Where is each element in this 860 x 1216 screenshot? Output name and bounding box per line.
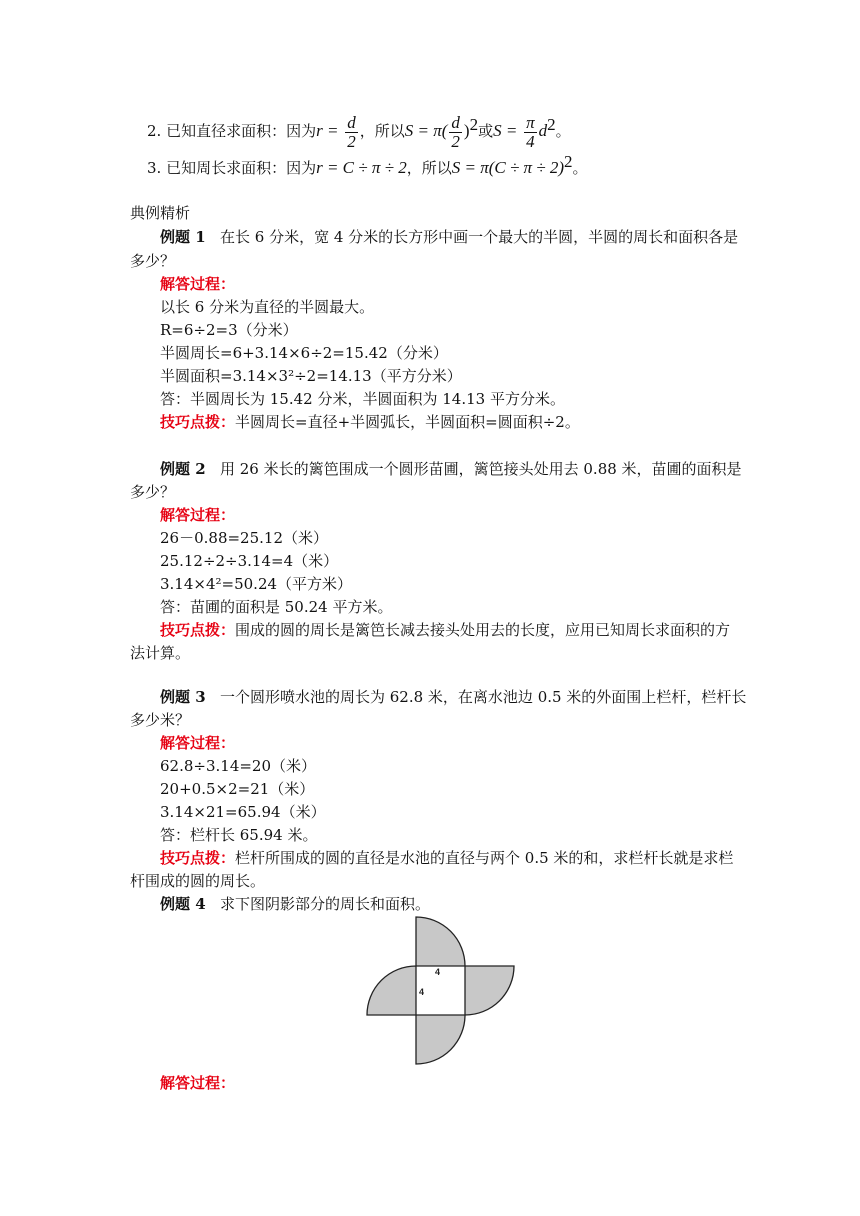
example-3-question bbox=[160, 686, 746, 708]
fraction-d-over-2: $\frac{d}{2}$ bbox=[347, 112, 356, 151]
example-1-step: 以长 6 分米为直径的半圆最大。 bbox=[160, 298, 375, 316]
example-1-tip-text: 半圆周长=直径+半圆弧长，半圆面积=圆面积÷2。 bbox=[235, 413, 580, 431]
example-4-label: 例题 4 bbox=[160, 895, 206, 913]
formula-item-2: 2. 已知直径求面积：因为r = $\frac{d}{2}$ ，所以S = π( $\frac{d}{2}$ )$^2$或S = $\frac{\pi}{4}$ $d^2$。 bbox=[147, 112, 571, 151]
formula-3-end: 。 bbox=[572, 159, 588, 177]
example-1-tip bbox=[160, 411, 580, 433]
example-1-solution-label: 解答过程： bbox=[160, 275, 236, 293]
example-2-question bbox=[160, 458, 742, 480]
example-4-question-text: 求下图阴影部分的周长和面积。 bbox=[219, 895, 430, 913]
example-1-step: 答：半圆周长为 15.42 分米，半圆面积为 14.13 平方分米。 bbox=[160, 390, 565, 408]
example-2-question-text: 用 26 米长的篱笆围成一个圆形苗圃，篱笆接头处用去 0.88 米，苗圃的面积是 bbox=[219, 460, 742, 478]
example-3-question-cont: 多少米？ bbox=[130, 711, 191, 729]
fraction-d-over-2-b: $\frac{d}{2}$ bbox=[451, 112, 460, 151]
formula-3-s-expr: S = π(C ÷ π ÷ 2) bbox=[451, 158, 565, 177]
formula-2-s-eq2: S = bbox=[493, 121, 518, 140]
side-label-left: 4 bbox=[419, 987, 425, 997]
formula-2-d: d bbox=[538, 121, 548, 140]
example-3-step: 62.8÷3.14=20（米） bbox=[160, 757, 317, 775]
example-2-tip-text: 围成的圆的周长是篱笆长减去接头处用去的长度，应用已知周长求面积的方 bbox=[235, 621, 731, 639]
example-1-question bbox=[160, 226, 738, 248]
example-3-solution-label: 解答过程： bbox=[160, 734, 236, 752]
example-2-step: 26－0.88=25.12（米） bbox=[160, 529, 328, 547]
formula-3-mid: ，所以 bbox=[406, 159, 452, 177]
example-2-step: 答：苗圃的面积是 50.24 平方米。 bbox=[160, 598, 393, 616]
formula-3-r-expr: r = C ÷ π ÷ 2 bbox=[316, 158, 407, 177]
formula-2-s-eq: S = π( bbox=[404, 121, 448, 140]
example-2-tip-cont: 法计算。 bbox=[130, 644, 191, 662]
example-4-solution-label: 解答过程： bbox=[160, 1074, 236, 1092]
quarter-circle-bottom bbox=[416, 1015, 465, 1064]
example-3-tip-cont: 杆围成的圆的周长。 bbox=[130, 872, 266, 890]
example-1-step: R=6÷2=3（分米） bbox=[160, 321, 298, 339]
formula-2-square: 2 bbox=[469, 115, 479, 134]
formula-3-prefix: 3. 已知周长求面积：因为 bbox=[147, 159, 317, 177]
formula-2-end: 。 bbox=[555, 122, 571, 140]
shaded-quarter-circles bbox=[367, 917, 514, 1064]
formula-2-square-2: 2 bbox=[547, 115, 556, 134]
example-2-label: 例题 2 bbox=[160, 460, 206, 478]
formula-item-3 bbox=[147, 151, 588, 179]
example-3-step: 答：栏杆长 65.94 米。 bbox=[160, 826, 318, 844]
quarter-circle-left bbox=[367, 966, 416, 1015]
example-1-step: 半圆面积=3.14×3²÷2=14.13（平方分米） bbox=[160, 367, 462, 385]
example-3-tip bbox=[160, 847, 733, 869]
formula-2-prefix: 2. 已知直径求面积：因为 bbox=[147, 122, 317, 140]
formula-2-mid: ，所以 bbox=[359, 122, 405, 140]
example-2-step: 25.12÷2÷3.14=4（米） bbox=[160, 552, 339, 570]
side-label-top: 4 bbox=[435, 967, 441, 977]
fraction-pi-over-4: $\frac{\pi}{4}$ bbox=[526, 112, 535, 151]
example-1-label: 例题 1 bbox=[160, 228, 206, 246]
formula-3-square: 2 bbox=[564, 152, 573, 171]
example-3-tip-label: 技巧点拨： bbox=[160, 849, 236, 867]
section-title: 典例精析 bbox=[130, 204, 191, 222]
example-3-step: 20+0.5×2=21（米） bbox=[160, 780, 315, 798]
example-1-tip-label: 技巧点拨： bbox=[160, 413, 236, 431]
example-4-question bbox=[160, 893, 430, 915]
quarter-circle-right bbox=[465, 966, 514, 1015]
example-3-tip-text: 栏杆所围成的圆的直径是水池的直径与两个 0.5 米的和，求栏杆长就是求栏 bbox=[235, 849, 734, 867]
example-1-question-text: 在长 6 分米，宽 4 分米的长方形中画一个最大的半圆，半圆的周长和面积各是 bbox=[219, 228, 739, 246]
example-2-tip-label: 技巧点拨： bbox=[160, 621, 236, 639]
example-2-step: 3.14×4²=50.24（平方米） bbox=[160, 575, 353, 593]
example-2-solution-label: 解答过程： bbox=[160, 506, 236, 524]
shaded-pinwheel-figure bbox=[365, 913, 519, 1083]
formula-2-r-eq: r = bbox=[316, 121, 339, 140]
example-1-step: 半圆周长=6+3.14×6÷2=15.42（分米） bbox=[160, 344, 448, 362]
example-2-question-cont: 多少？ bbox=[130, 483, 176, 501]
example-3-step: 3.14×21=65.94（米） bbox=[160, 803, 326, 821]
example-3-label: 例题 3 bbox=[160, 688, 206, 706]
example-2-tip bbox=[160, 619, 730, 641]
formula-2-or: 或 bbox=[478, 122, 494, 140]
example-1-question-cont: 多少？ bbox=[130, 252, 176, 270]
example-3-question-text: 一个圆形喷水池的周长为 62.8 米，在离水池边 0.5 米的外面围上栏杆，栏杆长 bbox=[219, 688, 747, 706]
quarter-circle-top bbox=[416, 917, 465, 966]
